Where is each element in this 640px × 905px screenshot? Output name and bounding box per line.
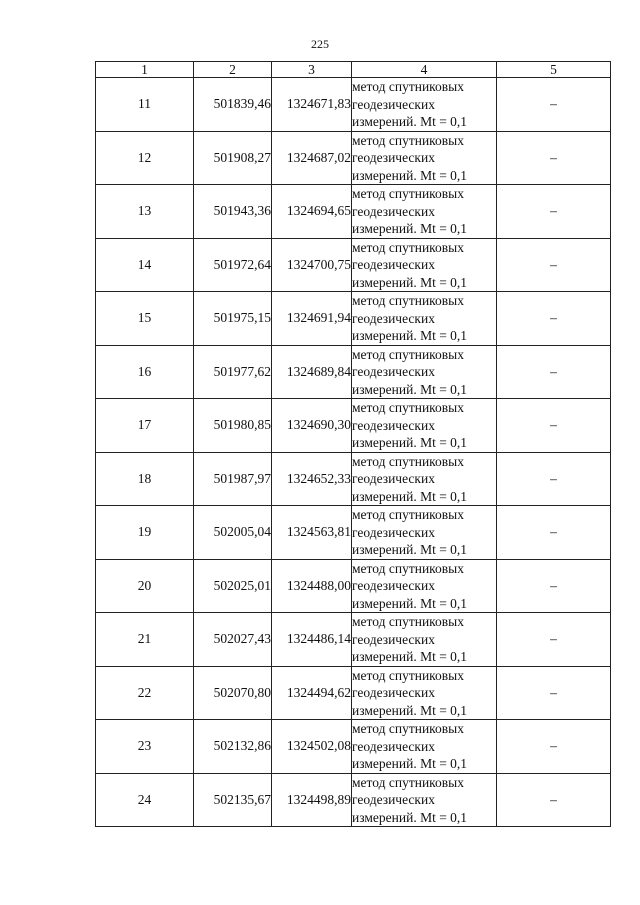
method-line: метод спутниковых	[352, 132, 464, 148]
method-line: метод спутниковых	[352, 614, 464, 629]
method-line: метод спутниковых	[352, 346, 464, 362]
method-cell	[352, 506, 497, 560]
method-line: геодезических	[352, 578, 435, 593]
note-cell: –	[497, 399, 611, 453]
method-line: измерений. Mt = 0,1	[352, 328, 468, 343]
point-number-cell: 16	[96, 345, 194, 399]
coordinates-table	[95, 61, 611, 827]
note-cell: –	[497, 452, 611, 506]
table-row	[96, 613, 611, 667]
note-cell: –	[497, 131, 611, 185]
x-coordinate-cell: 502025,01	[194, 559, 272, 613]
y-coordinate-cell: 1324486,14	[272, 613, 352, 667]
point-number-cell: 18	[96, 452, 194, 506]
method-line: геодезических	[352, 685, 435, 700]
table-row	[96, 506, 611, 560]
x-coordinate-cell: 502132,86	[194, 720, 272, 774]
table-row	[96, 238, 611, 292]
note-cell: –	[497, 238, 611, 292]
y-coordinate-cell: 1324671,83	[272, 78, 352, 132]
method-cell	[352, 773, 497, 827]
method-line: метод спутниковых	[352, 453, 464, 469]
method-cell	[352, 238, 497, 292]
y-coordinate-cell: 1324488,00	[272, 559, 352, 613]
point-number-cell: 19	[96, 506, 194, 560]
method-line: геодезических	[352, 471, 435, 486]
point-number-cell: 12	[96, 131, 194, 185]
method-line: измерений. Mt = 0,1	[352, 595, 468, 611]
table-row	[96, 773, 611, 827]
note-cell: –	[497, 613, 611, 667]
point-number-cell: 15	[96, 292, 194, 346]
method-cell	[352, 345, 497, 399]
table-row	[96, 78, 611, 132]
method-line: измерений. Mt = 0,1	[352, 167, 468, 183]
x-coordinate-cell: 502135,67	[194, 773, 272, 827]
method-line: измерений. Mt = 0,1	[352, 649, 468, 664]
y-coordinate-cell: 1324502,08	[272, 720, 352, 774]
y-coordinate-cell: 1324494,62	[272, 666, 352, 720]
method-line: геодезических	[352, 631, 435, 647]
x-coordinate-cell: 501987,97	[194, 452, 272, 506]
header-col-2: 2	[194, 62, 272, 78]
note-cell: –	[497, 78, 611, 132]
point-number-cell: 23	[96, 720, 194, 774]
method-line: измерений. Mt = 0,1	[352, 488, 468, 504]
method-cell	[352, 292, 497, 346]
method-line: измерений. Mt = 0,1	[352, 435, 468, 450]
note-cell: –	[497, 292, 611, 346]
method-cell	[352, 613, 497, 667]
page-number: 225	[311, 37, 329, 51]
method-line: метод спутниковых	[352, 721, 464, 736]
point-number-cell: 22	[96, 666, 194, 720]
method-line: измерений. Mt = 0,1	[352, 381, 468, 397]
method-line: метод спутниковых	[352, 774, 464, 790]
y-coordinate-cell: 1324563,81	[272, 506, 352, 560]
header-col-1: 1	[96, 62, 194, 78]
table-header-row	[96, 62, 611, 78]
method-line: метод спутниковых	[352, 667, 464, 683]
x-coordinate-cell: 501839,46	[194, 78, 272, 132]
point-number-cell: 17	[96, 399, 194, 453]
y-coordinate-cell: 1324694,65	[272, 185, 352, 239]
point-number-cell: 11	[96, 78, 194, 132]
x-coordinate-cell: 501972,64	[194, 238, 272, 292]
note-cell: –	[497, 345, 611, 399]
x-coordinate-cell: 502070,80	[194, 666, 272, 720]
table-row	[96, 666, 611, 720]
header-col-5: 5	[497, 62, 611, 78]
method-line: геодезических	[352, 203, 435, 219]
method-line: измерений. Mt = 0,1	[352, 221, 468, 236]
method-line: геодезических	[352, 792, 435, 807]
method-line: измерений. Mt = 0,1	[352, 702, 468, 718]
method-line: метод спутниковых	[352, 560, 464, 576]
method-line: геодезических	[352, 150, 435, 165]
note-cell: –	[497, 185, 611, 239]
x-coordinate-cell: 501980,85	[194, 399, 272, 453]
table-row	[96, 345, 611, 399]
method-line: измерений. Mt = 0,1	[352, 756, 468, 771]
method-cell	[352, 185, 497, 239]
note-cell: –	[497, 666, 611, 720]
note-cell: –	[497, 506, 611, 560]
y-coordinate-cell: 1324689,84	[272, 345, 352, 399]
method-line: геодезических	[352, 257, 435, 272]
point-number-cell: 21	[96, 613, 194, 667]
method-line: метод спутниковых	[352, 79, 464, 94]
method-cell	[352, 559, 497, 613]
method-line: геодезических	[352, 417, 435, 433]
point-number-cell: 13	[96, 185, 194, 239]
x-coordinate-cell: 502027,43	[194, 613, 272, 667]
note-cell: –	[497, 773, 611, 827]
y-coordinate-cell: 1324700,75	[272, 238, 352, 292]
method-line: геодезических	[352, 96, 435, 112]
table-row	[96, 292, 611, 346]
y-coordinate-cell: 1324652,33	[272, 452, 352, 506]
method-line: метод спутниковых	[352, 186, 464, 201]
table-row	[96, 131, 611, 185]
x-coordinate-cell: 501908,27	[194, 131, 272, 185]
table-row	[96, 452, 611, 506]
method-line: измерений. Mt = 0,1	[352, 542, 468, 557]
method-line: геодезических	[352, 310, 435, 326]
note-cell: –	[497, 559, 611, 613]
method-cell	[352, 452, 497, 506]
method-cell	[352, 78, 497, 132]
note-cell: –	[497, 720, 611, 774]
method-line: метод спутниковых	[352, 400, 464, 415]
header-col-4: 4	[352, 62, 497, 78]
method-line: геодезических	[352, 738, 435, 754]
method-line: геодезических	[352, 524, 435, 540]
table-row	[96, 399, 611, 453]
method-cell	[352, 666, 497, 720]
method-line: метод спутниковых	[352, 507, 464, 522]
point-number-cell: 14	[96, 238, 194, 292]
y-coordinate-cell: 1324687,02	[272, 131, 352, 185]
method-line: геодезических	[352, 364, 435, 379]
method-line: измерений. Mt = 0,1	[352, 274, 468, 290]
point-number-cell: 24	[96, 773, 194, 827]
method-line: метод спутниковых	[352, 239, 464, 255]
x-coordinate-cell: 501943,36	[194, 185, 272, 239]
y-coordinate-cell: 1324691,94	[272, 292, 352, 346]
method-line: метод спутниковых	[352, 293, 464, 308]
method-cell	[352, 720, 497, 774]
method-line: измерений. Mt = 0,1	[352, 114, 468, 129]
table-row	[96, 185, 611, 239]
method-line: измерений. Mt = 0,1	[352, 809, 468, 825]
x-coordinate-cell: 501977,62	[194, 345, 272, 399]
y-coordinate-cell: 1324498,89	[272, 773, 352, 827]
table-body	[96, 78, 611, 827]
method-cell	[352, 399, 497, 453]
point-number-cell: 20	[96, 559, 194, 613]
table-row	[96, 720, 611, 774]
x-coordinate-cell: 502005,04	[194, 506, 272, 560]
x-coordinate-cell: 501975,15	[194, 292, 272, 346]
header-col-3: 3	[272, 62, 352, 78]
y-coordinate-cell: 1324690,30	[272, 399, 352, 453]
method-cell	[352, 131, 497, 185]
table-row	[96, 559, 611, 613]
